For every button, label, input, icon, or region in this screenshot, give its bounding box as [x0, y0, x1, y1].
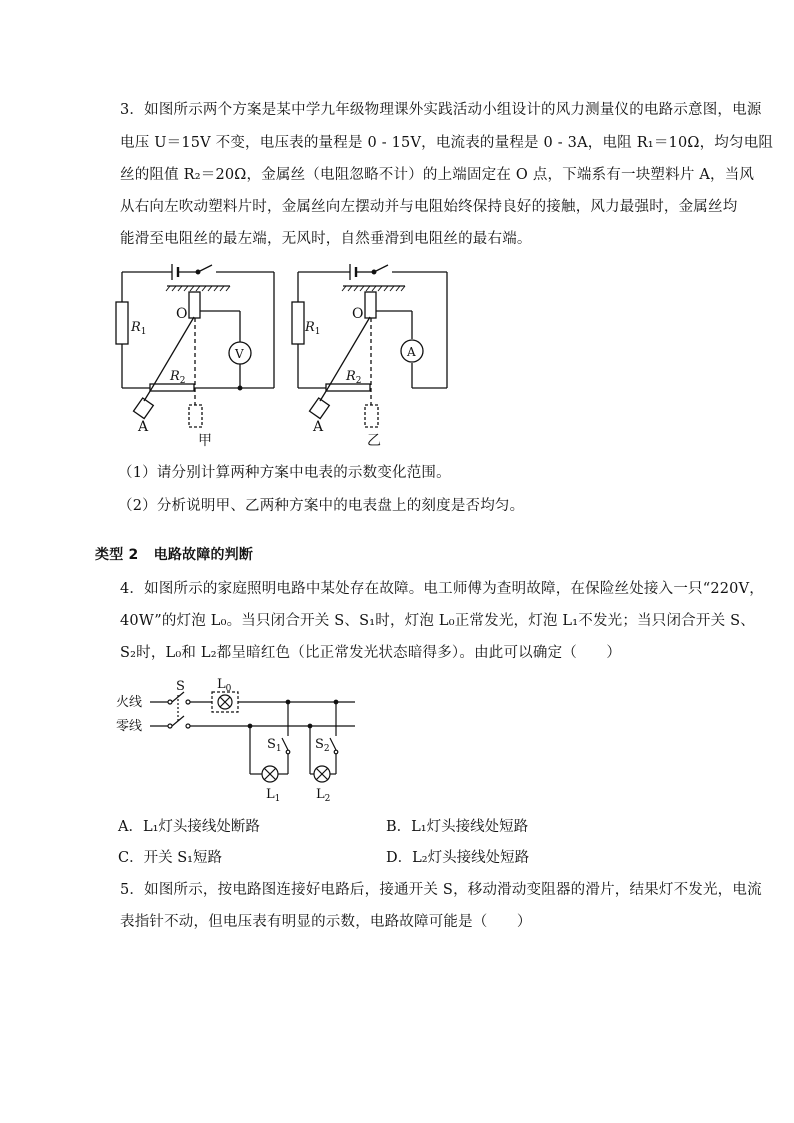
option-d[interactable]: D．L₂灯头接线处短路: [386, 850, 530, 866]
circuit-yi: [292, 264, 447, 427]
q3-line-3: 丝的阻值 R₂＝20Ω，金属丝（电阻忽略不计）的上端固定在 O 点，下端系有一块塑料片 A，当风: [120, 167, 755, 183]
caption-jia: 甲: [198, 433, 212, 449]
resistor-r1: [116, 302, 128, 344]
q3-line-1: 3．如图所示两个方案是某中学九年级物理课外实践活动小组设计的风力测量仪的电路示意图，电源: [120, 102, 762, 118]
q4-line-2: 40W”的灯泡 L₀。当只闭合开关 S、S₁时，灯泡 L₀正常发光，灯泡 L₁不发光；当只闭合开关 S、: [120, 613, 755, 629]
label-ammeter: A: [407, 345, 416, 359]
label-r1-jia: $R_1$: [131, 320, 147, 337]
label-r1-yi: $R_1$: [305, 320, 321, 337]
label-s: S: [176, 679, 185, 694]
q3-line-5: 能滑至电阻丝的最左端，无风时，自然垂滑到电阻丝的最右端。: [120, 231, 532, 247]
label-s1: $S_1$: [267, 737, 282, 754]
q3-sub1: （1）请分别计算两种方案中电表的示数变化范围。: [118, 465, 451, 481]
q3-line-4: 从右向左吹动塑料片时，金属丝向左摆动并与电阻始终保持良好的接触，风力最强时，金属丝均: [120, 199, 738, 215]
label-a-yi: A: [313, 419, 324, 435]
circuit-jia: [116, 264, 274, 427]
q3-circuit-figure: [0, 255, 794, 455]
q4-line-3: S₂时，L₀和 L₂都呈暗红色（比正常发光状态暗得多）。由此可以确定（ ）: [120, 645, 622, 661]
q5-line-1: 5．如图所示，按电路图连接好电路后，接通开关 S，移动滑动变阻器的滑片，结果灯不发光，电流: [120, 882, 762, 898]
label-s2: $S_2$: [315, 737, 330, 754]
q3-sub2: （2）分析说明甲、乙两种方案中的电表盘上的刻度是否均匀。: [118, 498, 525, 514]
label-l2: $L_2$: [316, 787, 331, 804]
label-o-jia: O: [176, 306, 188, 322]
section-title: 电路故障的判断: [153, 547, 254, 563]
option-b[interactable]: B．L₁灯头接线处短路: [386, 819, 529, 835]
label-r2-yi: $R_2$: [346, 369, 362, 386]
switch-s1: [282, 738, 288, 750]
switch-s2: [330, 738, 336, 750]
section-heading: [95, 545, 253, 565]
q3-line-2: 电压 U＝15V 不变，电压表的量程是 0 - 15V，电流表的量程是 0 - 3A，电阻 R₁＝10Ω，均匀电阻: [120, 135, 774, 151]
option-c[interactable]: C．开关 S₁短路: [118, 850, 222, 866]
label-l1: $L_1$: [266, 787, 281, 804]
label-o-yi: O: [352, 306, 364, 322]
q4-circuit-figure: [0, 670, 794, 810]
label-live: 火线: [116, 695, 143, 710]
q5-line-2: 表指针不动，但电压表有明显的示数，电路故障可能是（ ）: [120, 914, 532, 930]
plate-a: [133, 398, 153, 419]
label-l0: $L_0$: [217, 677, 232, 694]
section-label: 类型 2: [95, 547, 139, 563]
label-r2-jia: $R_2$: [170, 369, 186, 386]
resistor-r2: [150, 384, 194, 391]
caption-yi: 乙: [367, 433, 381, 449]
option-a[interactable]: A．L₁灯头接线处断路: [118, 819, 260, 835]
label-a-jia: A: [138, 419, 149, 435]
label-neutral: 零线: [116, 719, 143, 734]
label-v: V: [235, 347, 244, 361]
q4-line-1: 4．如图所示的家庭照明电路中某处存在故障。电工师傅为查明故障，在保险丝处接入一只“220V，: [120, 581, 764, 597]
switch-blade: [198, 265, 212, 272]
